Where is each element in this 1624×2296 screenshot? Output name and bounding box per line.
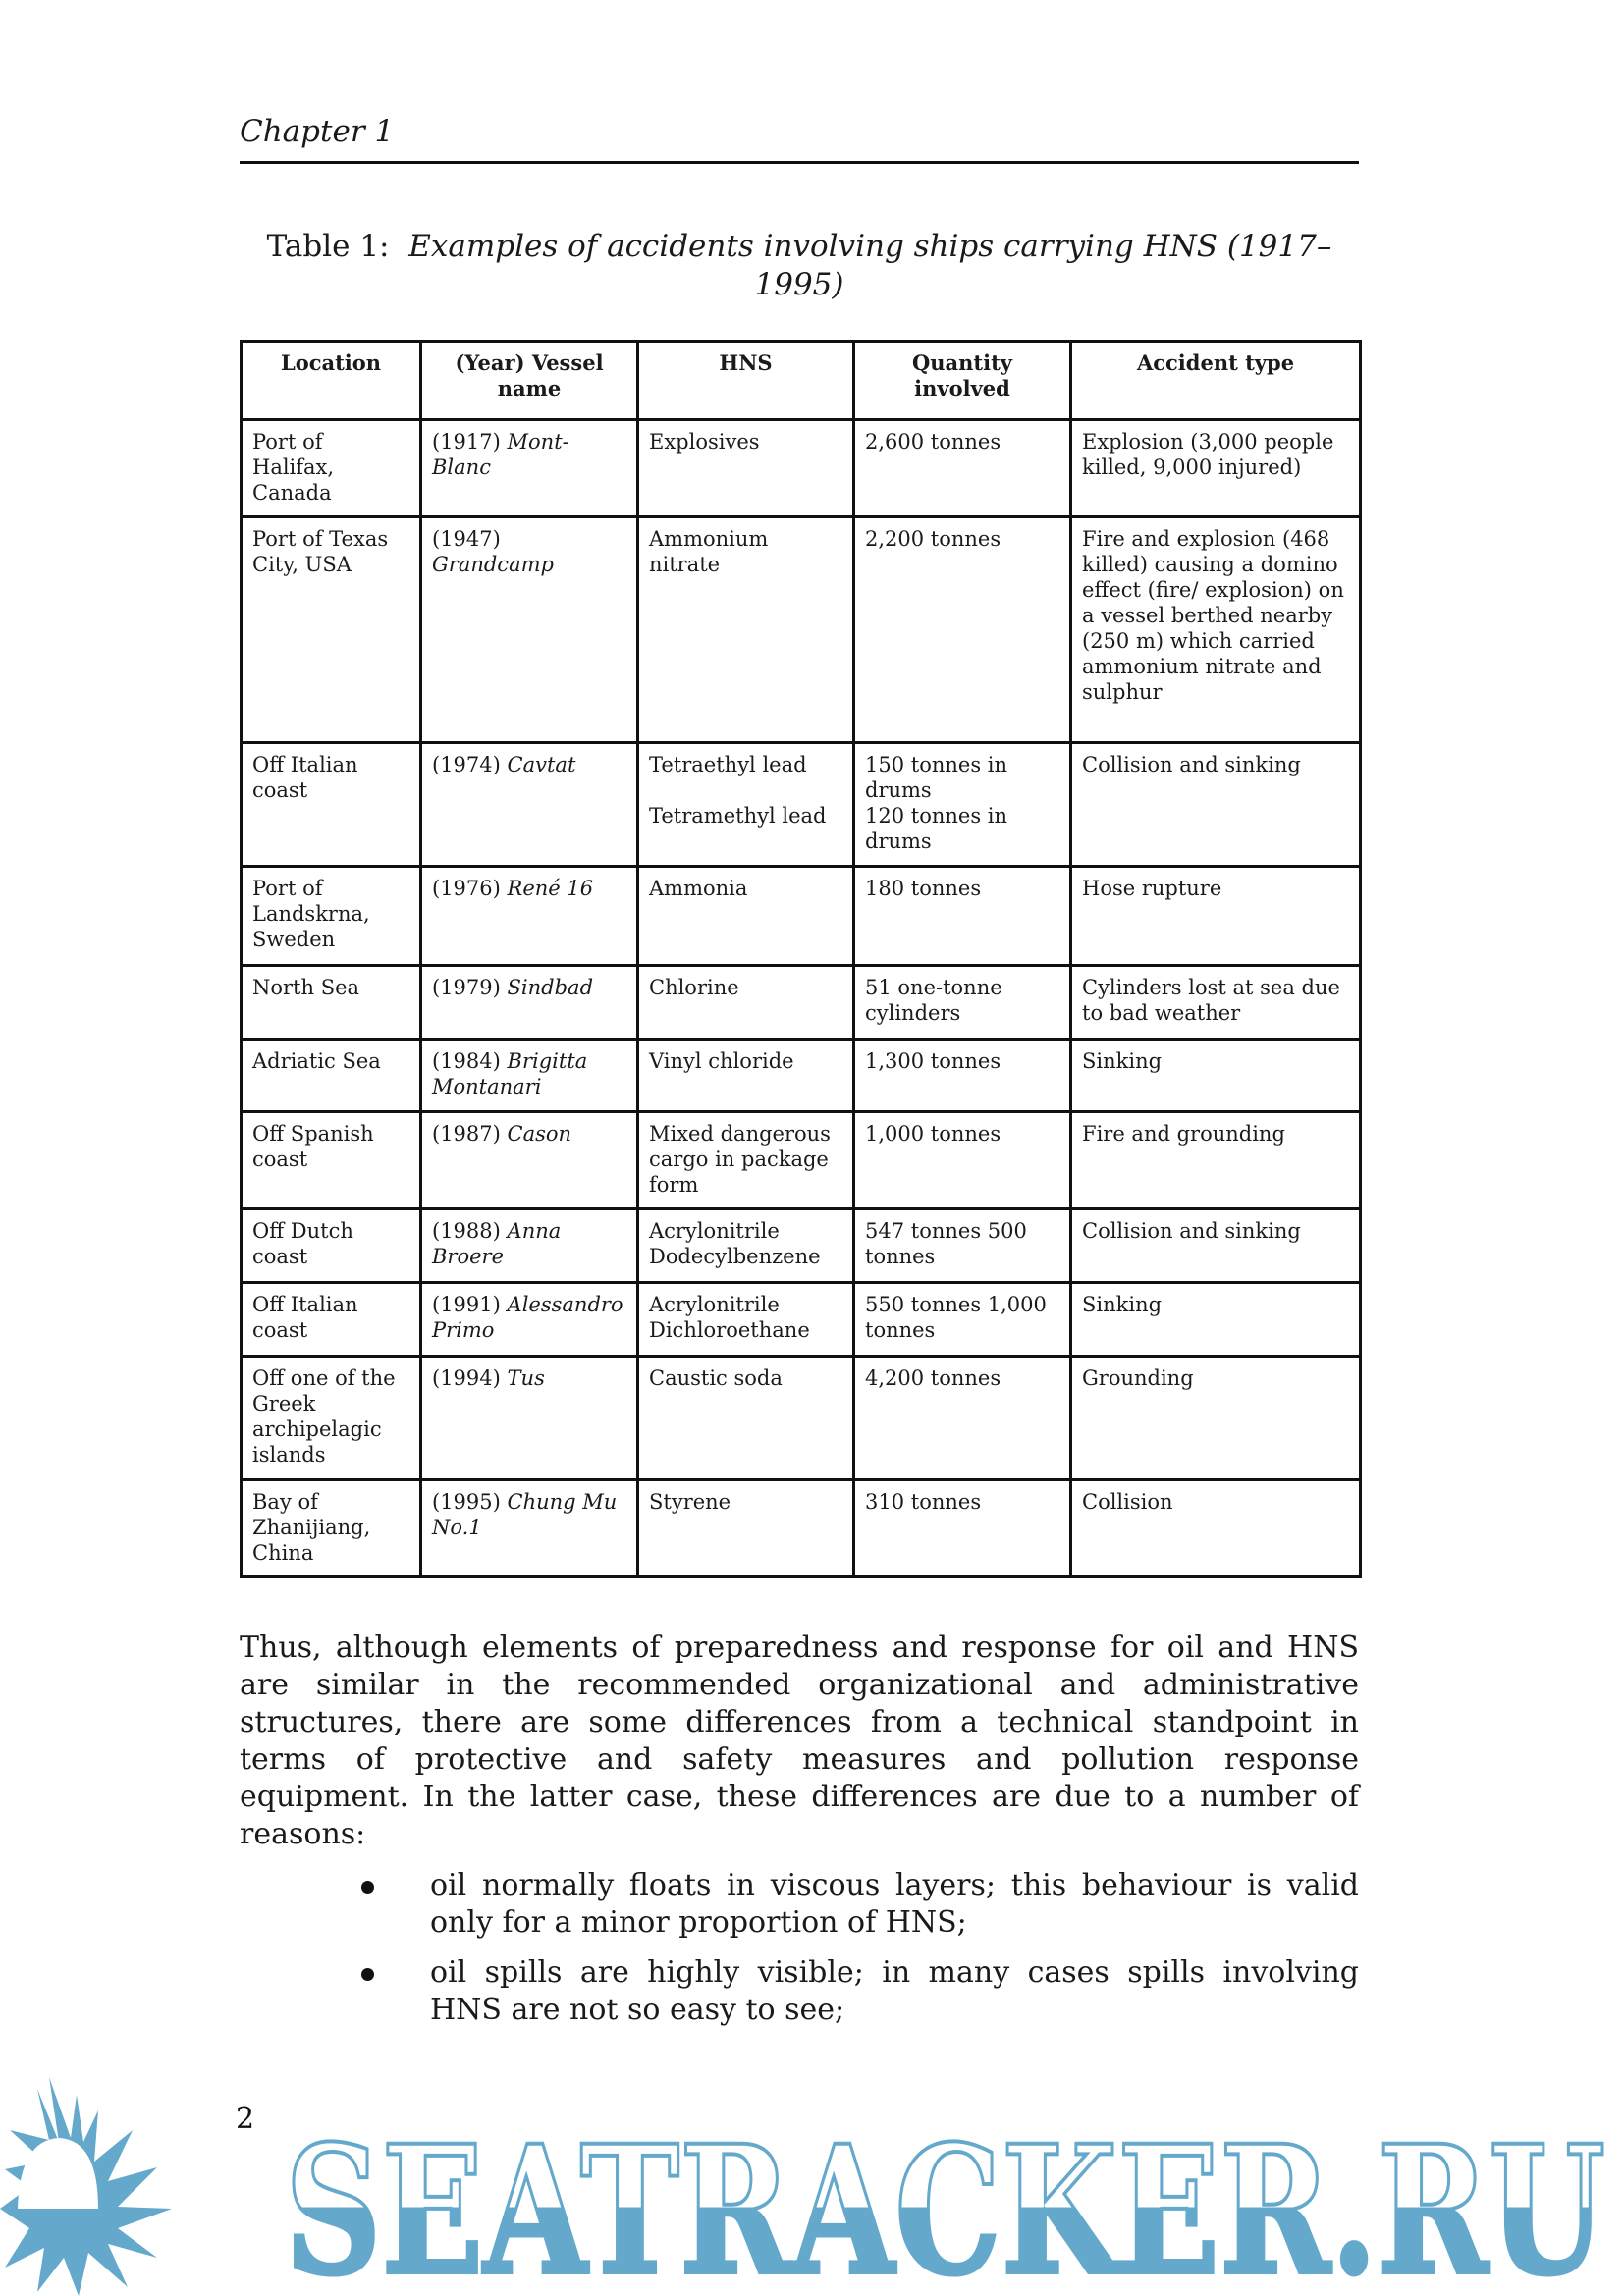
vessel-name: René 16 (507, 877, 594, 900)
accident-cell: Fire and grounding (1071, 1112, 1361, 1209)
table-caption (240, 228, 1359, 304)
vessel-name: Anna Broere (432, 1219, 562, 1268)
location-cell: Port of Halifax, Canada (242, 420, 421, 517)
vessel-name: Chung Mu No.1 (432, 1490, 618, 1539)
hns-cell: Ammonium nitrate (638, 517, 854, 743)
vessel-cell (421, 966, 638, 1040)
bullet-icon (361, 1881, 374, 1894)
vessel-cell (421, 1112, 638, 1209)
vessel-year: (1917) (432, 430, 501, 454)
table-row (242, 1112, 1361, 1209)
quantity-cell: 550 tonnes 1,000 tonnes (854, 1283, 1071, 1357)
table-header-row (242, 342, 1361, 420)
vessel-year: (1974) (432, 753, 501, 776)
vessel-name: Brigitta Montanari (432, 1049, 588, 1098)
table-row (242, 1040, 1361, 1112)
hns-cell: Vinyl chloride (638, 1040, 854, 1112)
vessel-year: (1991) (432, 1293, 501, 1316)
page-number: 2 (236, 2102, 255, 2136)
bullet-text: oil normally floats in viscous layers; this behaviour is valid only for a minor proportion of HNS; (430, 1868, 1359, 1940)
seatracker-watermark (0, 2071, 1624, 2296)
quantity-cell: 4,200 tonnes (854, 1357, 1071, 1480)
bullet-item (240, 1867, 1359, 1942)
accidents-table (240, 340, 1362, 1578)
quantity-cell: 2,200 tonnes (854, 517, 1071, 743)
accident-cell: Sinking (1071, 1283, 1361, 1357)
column-header: (Year) Vessel name (421, 342, 638, 420)
vessel-name: Cason (507, 1122, 572, 1146)
vessel-cell (421, 867, 638, 966)
vessel-cell (421, 1209, 638, 1283)
table-row (242, 743, 1361, 867)
location-cell: Off one of the Greek archipelagic islands (242, 1357, 421, 1480)
vessel-name: Sindbad (507, 976, 594, 999)
vessel-name: Alessandro Primo (432, 1293, 623, 1342)
quantity-cell: 180 tonnes (854, 867, 1071, 966)
table-row (242, 1480, 1361, 1577)
table-row (242, 1283, 1361, 1357)
caption-label: Table 1: (266, 229, 390, 264)
accident-cell: Collision and sinking (1071, 1209, 1361, 1283)
accident-cell: Hose rupture (1071, 867, 1361, 966)
vessel-cell (421, 743, 638, 867)
vessel-cell (421, 1283, 638, 1357)
vessel-year: (1995) (432, 1490, 501, 1514)
hns-cell: Ammonia (638, 867, 854, 966)
table-row (242, 1357, 1361, 1480)
column-header: Quantity involved (854, 342, 1071, 420)
hns-cell: Acrylonitrile Dodecylbenzene (638, 1209, 854, 1283)
vessel-cell (421, 517, 638, 743)
hns-cell: Styrene (638, 1480, 854, 1577)
content-column (240, 340, 1360, 2042)
table-row (242, 1209, 1361, 1283)
quantity-cell: 547 tonnes 500 tonnes (854, 1209, 1071, 1283)
table-row (242, 517, 1361, 743)
column-header: Location (242, 342, 421, 420)
vessel-name: Grandcamp (432, 553, 554, 576)
table-row (242, 420, 1361, 517)
header-rule (240, 161, 1359, 164)
chapter-header: Chapter 1 (240, 114, 395, 149)
bullet-text: oil spills are highly visible; in many cases spills involving HNS are not so easy to see; (430, 1955, 1359, 2027)
vessel-year: (1987) (432, 1122, 501, 1146)
accident-cell: Grounding (1071, 1357, 1361, 1480)
vessel-year: (1994) (432, 1366, 501, 1390)
accident-cell: Explosion (3,000 people killed, 9,000 injured) (1071, 420, 1361, 517)
column-header: HNS (638, 342, 854, 420)
accident-cell: Sinking (1071, 1040, 1361, 1112)
bullet-icon (361, 1968, 374, 1981)
body-paragraph: Thus, although elements of preparedness and response for oil and HNS are similar in the recommended organizational and administrative structures, there are some differences from a technical standpoint in terms of protective and safety measures and pollution response equipment. In the latter case, these differences are due to a number of reasons: (240, 1630, 1359, 1851)
vessel-year: (1976) (432, 877, 501, 900)
quantity-cell: 1,000 tonnes (854, 1112, 1071, 1209)
hns-cell: Acrylonitrile Dichloroethane (638, 1283, 854, 1357)
vessel-year: (1988) (432, 1219, 501, 1243)
hns-cell: Chlorine (638, 966, 854, 1040)
vessel-name: Cavtat (507, 753, 576, 776)
location-cell: Port of Landskrna, Sweden (242, 867, 421, 966)
vessel-cell (421, 1357, 638, 1480)
location-cell: Off Italian coast (242, 743, 421, 867)
accident-cell: Fire and explosion (468 killed) causing a domino effect (fire/ explosion) on a vessel berthed nearby (250 m) which carried ammonium nitrate and sulphur (1071, 517, 1361, 743)
caption-title: Examples of accidents involving ships carrying HNS (1917–1995) (408, 229, 1332, 302)
table-row (242, 867, 1361, 966)
quantity-cell: 51 one-tonne cylinders (854, 966, 1071, 1040)
hns-cell: Caustic soda (638, 1357, 854, 1480)
quantity-cell: 150 tonnes in drums 120 tonnes in drums (854, 743, 1071, 867)
sun-logo-icon (0, 2077, 172, 2296)
quantity-cell: 310 tonnes (854, 1480, 1071, 1577)
vessel-year: (1984) (432, 1049, 501, 1073)
location-cell: North Sea (242, 966, 421, 1040)
accident-cell: Cylinders lost at sea due to bad weather (1071, 966, 1361, 1040)
hns-cell: Explosives (638, 420, 854, 517)
vessel-name: Mont-Blanc (432, 430, 569, 479)
location-cell: Off Spanish coast (242, 1112, 421, 1209)
vessel-year: (1947) (432, 527, 501, 551)
quantity-cell: 1,300 tonnes (854, 1040, 1071, 1112)
accident-cell: Collision (1071, 1480, 1361, 1577)
location-cell: Port of Texas City, USA (242, 517, 421, 743)
vessel-name: Tus (507, 1366, 545, 1390)
column-header: Accident type (1071, 342, 1361, 420)
vessel-cell (421, 1480, 638, 1577)
table-row (242, 966, 1361, 1040)
bullet-list (240, 1867, 1359, 2029)
bullet-item (240, 1954, 1359, 2029)
vessel-year: (1979) (432, 976, 501, 999)
hns-cell: Tetraethyl lead Tetramethyl lead (638, 743, 854, 867)
accident-cell: Collision and sinking (1071, 743, 1361, 867)
hns-cell: Mixed dangerous cargo in package form (638, 1112, 854, 1209)
location-cell: Off Dutch coast (242, 1209, 421, 1283)
vessel-cell (421, 1040, 638, 1112)
quantity-cell: 2,600 tonnes (854, 420, 1071, 517)
vessel-cell (421, 420, 638, 517)
watermark-text: SEATRACKER.RU (285, 2108, 1605, 2296)
location-cell: Adriatic Sea (242, 1040, 421, 1112)
location-cell: Bay of Zhanijiang, China (242, 1480, 421, 1577)
location-cell: Off Italian coast (242, 1283, 421, 1357)
